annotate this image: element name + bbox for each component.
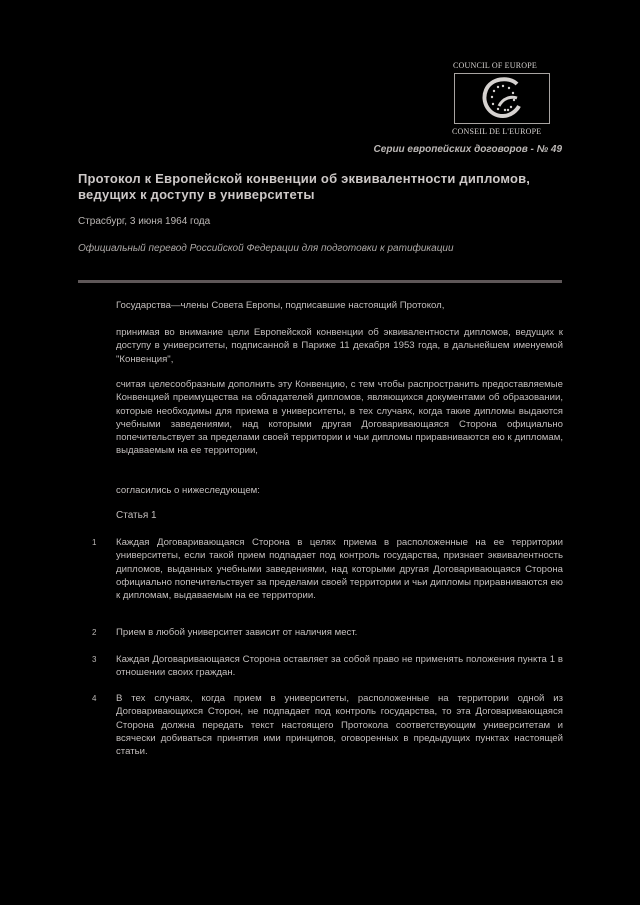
translation-note: Официальный перевод Российской Федерации для подготовки к ратификации — [78, 243, 454, 254]
preamble-paragraph: принимая во внимание цели Европейской конвенции об эквивалентности дипломов, ведущих к доступу в университеты, подписанной в Париже 11 декабря 1953 года, в дальнейшем именуемой "Конвенция", — [116, 327, 563, 365]
article-item: Каждая Договаривающаяся Сторона оставляет за собой право не применять положения пункта 1 в отношении своих граждан. — [116, 654, 563, 679]
treaty-series-label: Серии европейских договоров - № 49 — [373, 144, 562, 155]
logo-top-text: COUNCIL OF EUROPE — [453, 61, 537, 70]
date-place: Страсбург, 3 июня 1964 года — [78, 216, 211, 227]
article-heading: Статья 1 — [116, 510, 157, 521]
logo-bottom-text: CONSEIL DE L'EUROPE — [452, 127, 542, 136]
divider — [78, 280, 562, 283]
article-item: Прием в любой университет зависит от наличия мест. — [116, 627, 358, 638]
article-item: В тех случаях, когда прием в университеты, расположенные на территории одной из Договаривающихся Сторон, не подпадает под контроль государства, то эта Договаривающаяся Сторона должна передать текст настоящего Протокола соответствующим университетам и всячески добиваться принятия ими принципов, оговоренных в предыдущих пунктах настоящей статьи. — [116, 693, 563, 758]
item-number: 4 — [92, 694, 97, 703]
preamble-paragraph: Государства—члены Совета Европы, подписавшие настоящий Протокол, — [116, 300, 445, 311]
item-number: 3 — [92, 655, 97, 664]
preamble-paragraph: считая целесообразным дополнить эту Конвенцию, с тем чтобы распространить предоставляемые Конвенцией преимущества на обладателей дипломов, являющихся документами об образовании, которые необходимы для приема в университеты, в тех случаях, когда такие дипломы выдаются учебными заведениями, над которыми другая Договаривающаяся Сторона официально попечительствует за пределами своей территории и чьи дипломы приравниваются ею к дипломам, выдаваемым на ее территории, — [116, 379, 563, 457]
item-number: 2 — [92, 628, 97, 637]
article-item: Каждая Договаривающаяся Сторона в целях приема в расположенные на ее территории университеты, если такой прием подпадает под контроль государства, признает эквивалентность дипломов, выданных учебными заведениями, над которыми другая Договаривающаяся Сторона официально попечительствует за пределами своей территории и чьи дипломы приравниваются ею к дипломам, выдаваемым на ее территории. — [116, 537, 563, 602]
council-of-europe-emblem-icon — [479, 76, 527, 122]
document-title: Протокол к Европейской конвенции об эквивалентности дипломов, ведущих к доступу в университеты — [78, 171, 531, 202]
item-number: 1 — [92, 538, 97, 547]
preamble-paragraph: согласились о нижеследующем: — [116, 485, 260, 496]
council-of-europe-logo — [454, 73, 550, 124]
